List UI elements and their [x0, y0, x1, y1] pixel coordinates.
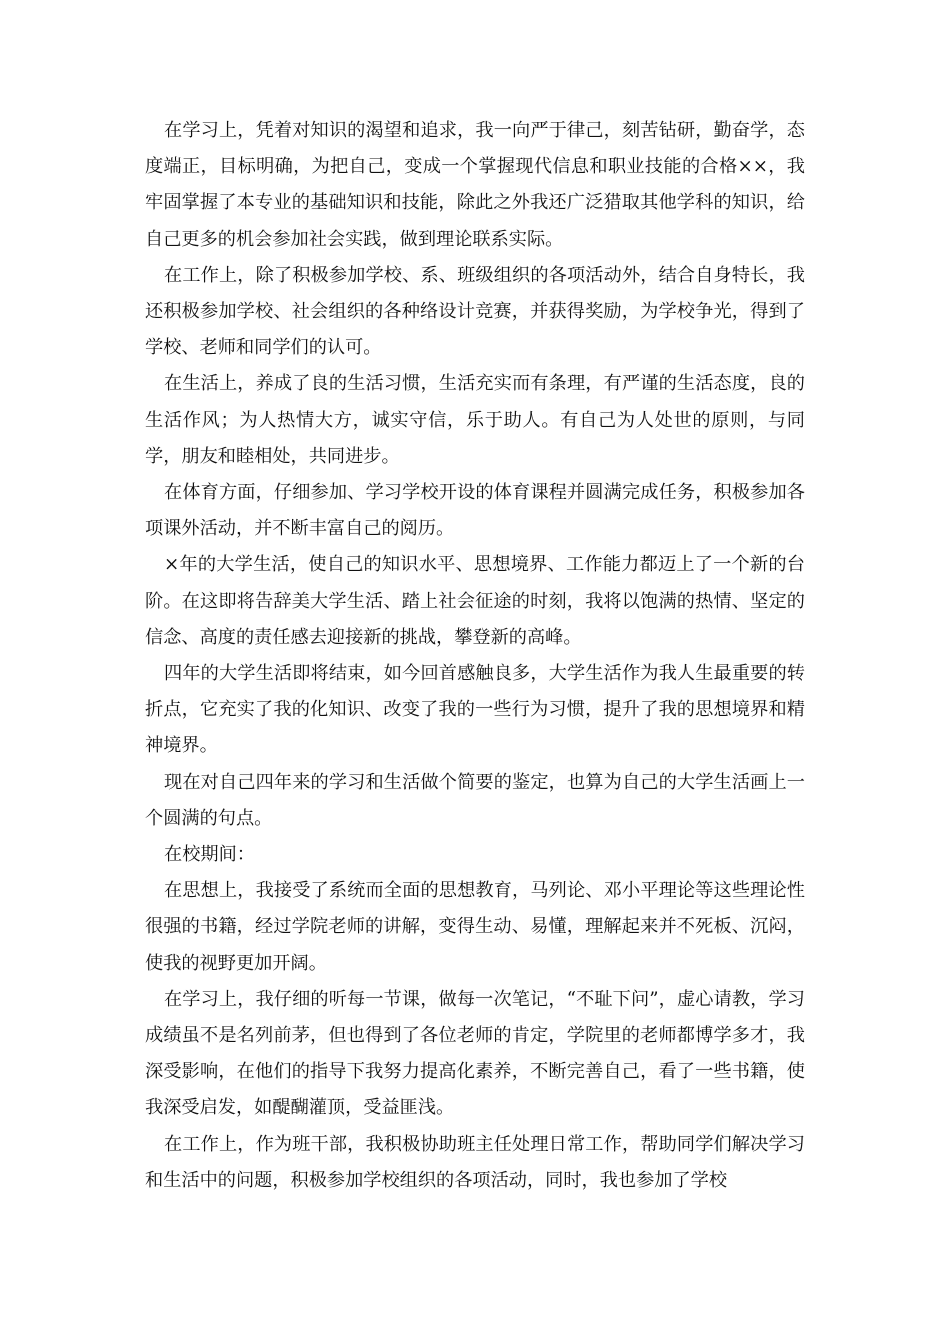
paragraph-life: 在生活上，养成了良的生活习惯，生活充实而有条理，有严谨的生活态度，良的生活作风；为人热情大方，诚实守信，乐于助人。有自己为人处世的原则，与同学，朋友和睦相处，共同进步。 — [145, 373, 805, 467]
paragraph-ideology: 在思想上，我接受了系统而全面的思想教育，马列论、邓小平理论等这些理论性很强的书籍，经过学院老师的讲解，变得生动、易懂，理解起来并不死板、沉闷，使我的视野更加开阔。 — [145, 880, 805, 974]
document-page — [145, 113, 805, 1199]
paragraph-self-assessment: 现在对自己四年来的学习和生活做个简要的鉴定，也算为自己的大学生活画上一个圆满的句点。 — [145, 771, 805, 829]
paragraph-during-school: 在校期间： — [164, 844, 255, 866]
paragraph-university-years: ×年的大学生活，使自己的知识水平、思想境界、工作能力都迈上了一个新的台阶。在这即将告辞美大学生活、踏上社会征途的时刻，我将以饱满的热情、坚定的信念、高度的责任感去迎接新的挑战，攀登新的高峰。 — [145, 554, 805, 648]
paragraph-sports: 在体育方面，仔细参加、学习学校开设的体育课程并圆满完成任务，积极参加各项课外活动，并不断丰富自己的阅历。 — [145, 482, 805, 540]
paragraph-four-years: 四年的大学生活即将结束，如今回首感触良多，大学生活作为我人生最重要的转折点，它充实了我的化知识、改变了我的一些行为习惯，提升了我的思想境界和精神境界。 — [145, 663, 805, 757]
paragraph-work-2: 在工作上，作为班干部，我积极协助班主任处理日常工作，帮助同学们解决学习和生活中的问题，积极参加学校组织的各项活动，同时，我也参加了学校 — [145, 1133, 805, 1191]
paragraph-study: 在学习上，凭着对知识的渴望和追求，我一向严于律己，刻苦钻研，勤奋学，态度端正，目标明确，为把自己，变成一个掌握现代信息和职业技能的合格××，我牢固掌握了本专业的基础知识和技能，除此之外我还广泛猎取其他学科的知识，给自己更多的机会参加社会实践，做到理论联系实际。 — [145, 120, 805, 250]
paragraph-study-2: 在学习上，我仔细的听每一节课，做每一次笔记，“不耻下问”，虚心请教，学习成绩虽不是名列前茅，但也得到了各位老师的肯定，学院里的老师都博学多才，我深受影响，在他们的指导下我努力提高化素养，不断完善自己，看了一些书籍，使我深受启发，如醍醐灌顶，受益匪浅。 — [145, 988, 805, 1119]
paragraph-work: 在工作上，除了积极参加学校、系、班级组织的各项活动外，结合自身特长，我还积极参加学校、社会组织的各种络设计竞赛，并获得奖励，为学校争光，得到了学校、老师和同学们的认可。 — [145, 264, 805, 359]
